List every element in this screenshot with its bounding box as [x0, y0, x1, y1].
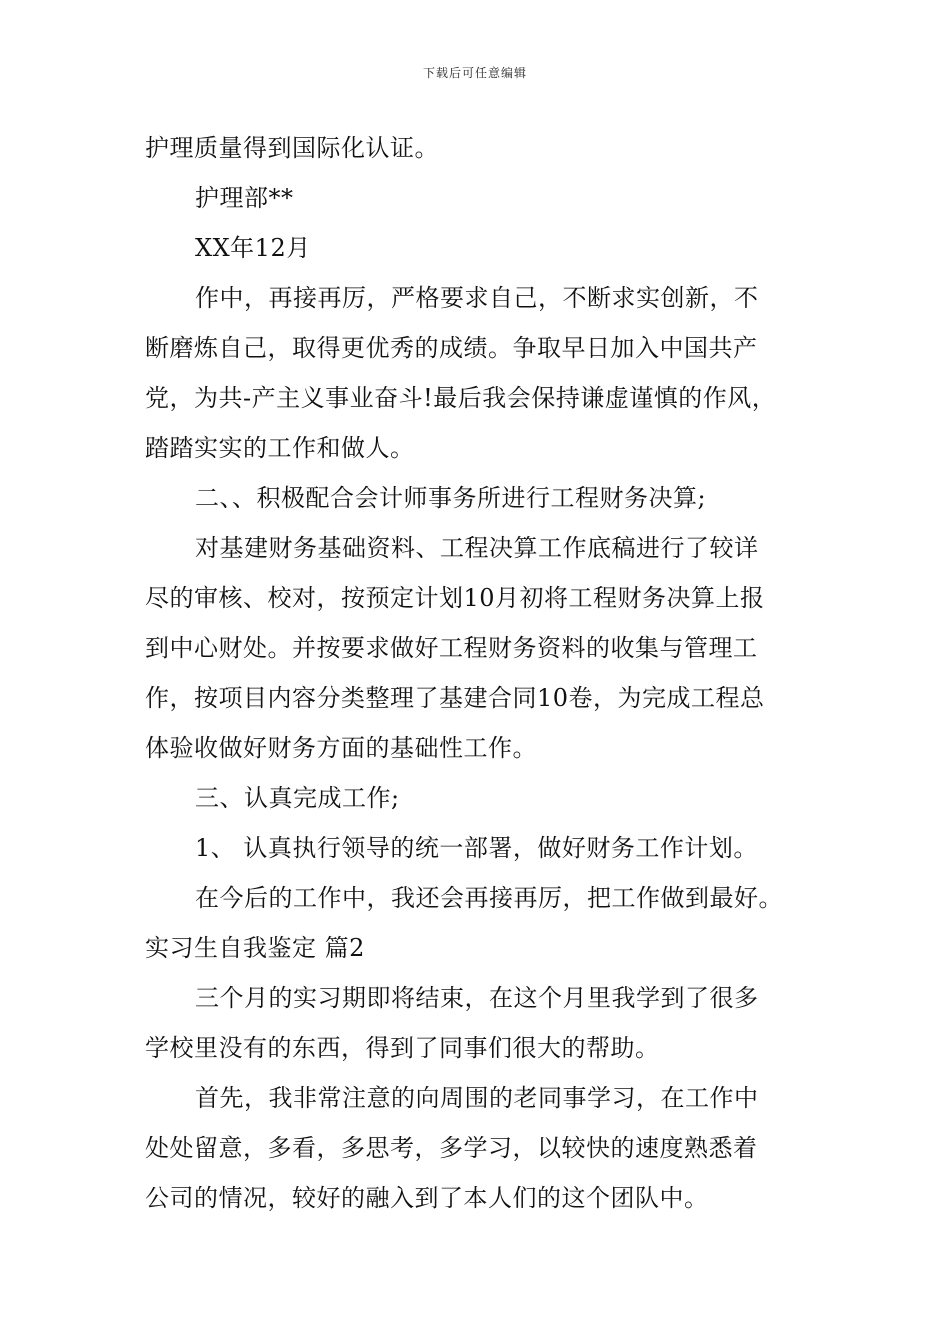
body-line: 踏踏实实的工作和做人。	[145, 434, 415, 462]
body-line: 对基建财务基础资料、工程决算工作底稿进行了较详	[195, 534, 759, 562]
body-line: 护理质量得到国际化认证。	[145, 134, 439, 162]
body-line: 学校里没有的东西，得到了同事们很大的帮助。	[145, 1034, 660, 1062]
body-line: 尽的审核、校对，按预定计划10月初将工程财务决算上报	[145, 584, 765, 612]
page-header: 下载后可任意编辑	[422, 66, 527, 80]
body-line: 在今后的工作中，我还会再接再厉，把工作做到最好。	[195, 884, 783, 912]
body-line: 处处留意，多看，多思考，多学习，以较快的速度熟悉着	[145, 1134, 758, 1162]
signature-date: XX年12月	[195, 234, 311, 262]
body-line: 首先，我非常注意的向周围的老同事学习，在工作中	[195, 1084, 759, 1112]
body-line: 作，按项目内容分类整理了基建合同10卷，为完成工程总	[145, 684, 765, 712]
section-heading: 二、、积极配合会计师事务所进行工程财务决算;	[195, 484, 707, 512]
body-line: 作中，再接再厉，严格要求自己，不断求实创新，不	[195, 284, 759, 312]
body-line: 体验收做好财务方面的基础性工作。	[145, 734, 537, 762]
body-line: 公司的情况，较好的融入到了本人们的这个团队中。	[145, 1184, 709, 1212]
list-item: 1、 认真执行领导的统一部署，做好财务工作计划。	[195, 834, 758, 862]
body-line: 断磨炼自己，取得更优秀的成绩。争取早日加入中国共产	[145, 334, 758, 362]
article-title: 实习生自我鉴定 篇2	[145, 934, 365, 962]
body-line: 三个月的实习期即将结束，在这个月里我学到了很多	[195, 984, 759, 1012]
signature-department: 护理部**	[195, 184, 294, 212]
body-line: 党，为共-产主义事业奋斗!最后我会保持谦虚谨慎的作风，	[145, 384, 777, 412]
body-line: 到中心财处。并按要求做好工程财务资料的收集与管理工	[145, 634, 758, 662]
section-heading: 三、认真完成工作;	[195, 784, 400, 812]
